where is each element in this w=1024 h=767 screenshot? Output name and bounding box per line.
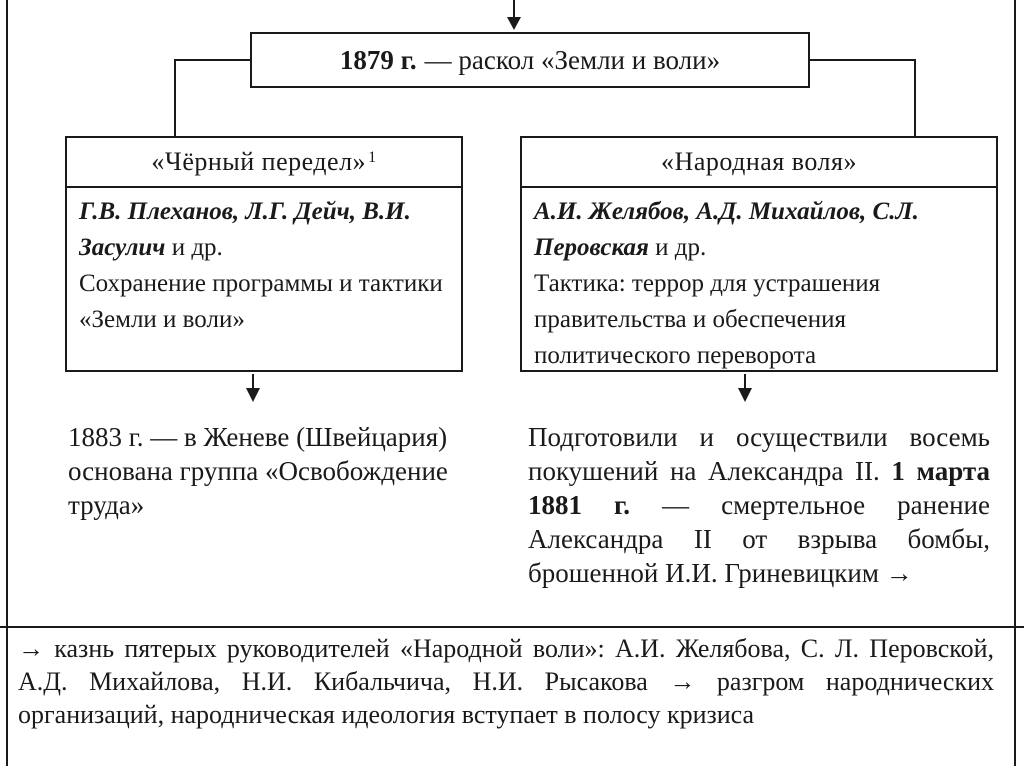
assassination-note: Подготовили и осуществили восемь покушений на Александра II. 1 марта 1881 г. — смертельное ранение Александра II от взрыва бомбы, брошенной И.И. Гриневицким → [528,422,991,588]
emancipation-of-labour-note: 1883 г. — в Женеве (Швейцария) основана группа «Освобождение труда» [68,422,448,520]
consequences-text: → казнь пятерых руководителей «Народной воли»: А.И. Желябова, С. Л. Перовской, А.Д. Михайлова, Н.И. Кибальчича, Н.И. Рысакова → разгром народнических организаций, народническая идеология вступает в полосу кризиса [18,634,994,729]
assassination-date: 1 марта 1881 г. [528,456,991,520]
black-repartition-program: Сохранение программы и тактики «Земли и воли» [79,270,443,333]
bottom-divider [0,626,1024,628]
footnote-marker: 1 [368,149,377,166]
peoples-will-title: «Народная воля» [522,138,996,188]
split-text: — раскол «Земли и воли» [424,44,721,75]
black-repartition-title: «Чёрный передел» $^1$ [67,138,461,188]
black-repartition-members: Г.В. Плеханов, Л.Г. Дейч, В.И. Засулич и др. [79,198,411,261]
peoples-will-tactic: Тактика: террор для устрашения правительства и обеспечения политического переворота [534,270,881,369]
black-repartition-box [65,136,463,372]
peoples-will-box [520,136,998,372]
black-repartition-body [67,188,461,338]
peoples-will-members: А.И. Желябов, А.Д. Михайлов, С.Л. Перовская и др. [534,198,919,261]
split-year: 1879 г. [339,44,417,75]
peoples-will-body [522,188,996,374]
split-event-box [250,32,810,88]
